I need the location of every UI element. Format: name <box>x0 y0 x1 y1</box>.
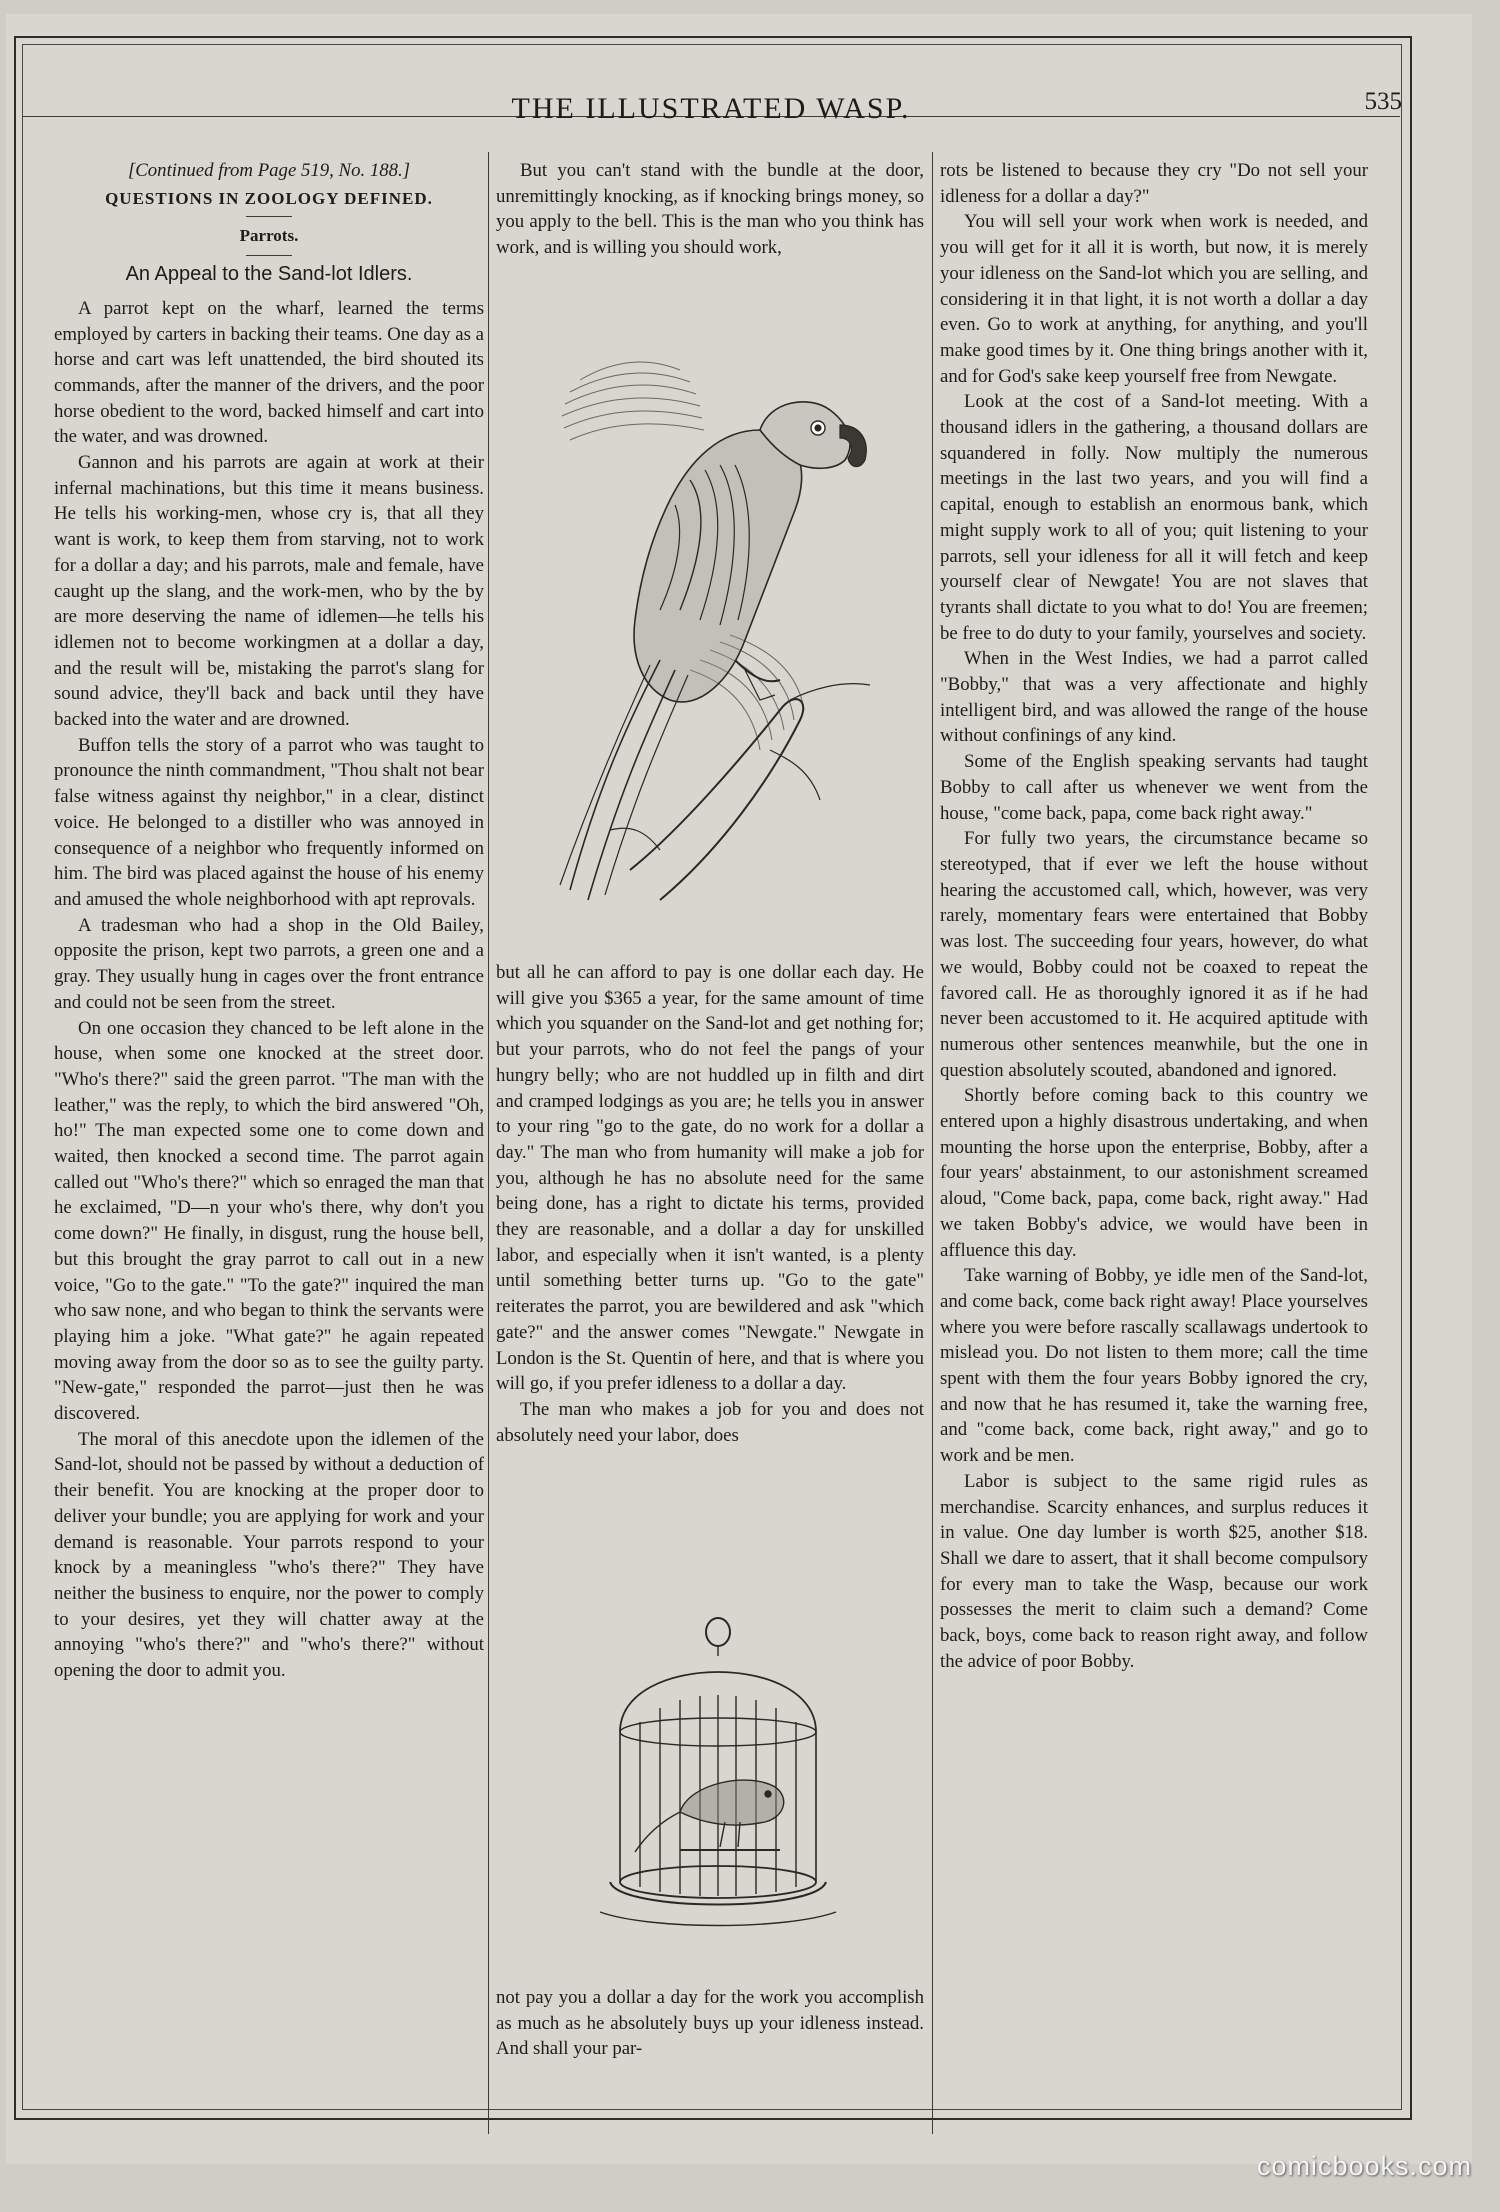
cage-illustration <box>560 1612 860 1942</box>
subheading-rule <box>246 255 292 256</box>
paragraph: For fully two years, the circumstance became so stereotyped, that if ever we left the house without hearing the accustomed call, which, however, was very rarely, momentary fears were entertained that Bobby was lost. The succeeding four years, however, do what we would, Bobby could not be coaxed to repeat the favored call. He as thoroughly ignored it as if he had never been accustomed to it. He acquired aptitude with numerous other sentences meanwhile, but the one in question absolutely scouted, abandoned and ignored. <box>940 828 1368 1081</box>
paragraph: not pay you a dollar a day for the work you accomplish as much as he absolutely buys up your idleness instead. And shall your par- <box>496 1987 924 2060</box>
paragraph: When in the West Indies, we had a parrot called "Bobby," that was a very affectionate and highly intelligent bird, and was allowed the range of the house without confinings of any kind. <box>940 648 1368 747</box>
paragraph: The man who makes a job for you and does not absolutely need your labor, does <box>496 1398 924 1446</box>
parrot-illustration <box>510 330 930 930</box>
column-1 <box>54 158 484 1684</box>
article-subheading: Parrots. <box>239 226 299 246</box>
paragraph: A tradesman who had a shop in the Old Bailey, opposite the prison, kept two parrots, a green one and a gray. They usually hung in cages over the front entrance and could not be seen from the street. <box>54 914 484 1013</box>
column-2-middle <box>496 960 924 1448</box>
paragraph: but all he can afford to pay is one dollar each day. He will give you $365 a year, for the same amount of time which you squander on the Sand-lot and get nothing for; but your parrots, who do not feel the pangs of your hungry belly; who are not huddled up in filth and dirt and cramped lodgings as you are; he tells you in answer to your ring "go to the gate, do no work for a dollar a day." The man who from humanity will make a job for you, although he has no absolute need for the same being done, has a right to dictate his terms, provided they are reasonable, and a dollar a day for unskilled labor, and especially when it isn't wanted, is a plenty until something better turns up. "Go to the gate" reiterates the parrot, you are bewildered and ask "which gate?" and the answer comes "Newgate." Newgate in London is the St. Quentin of here, and that is where you will go, if you prefer idleness to a dollar a day. <box>496 962 924 1395</box>
paragraph: Labor is subject to the same rigid rules as merchandise. Scarcity enhances, and surplus reduces it in value. One day lumber is worth $25, another $18. Shall we dare to assert, that it shall become compulsory for every man to take the Wasp, because our work possesses the merit to claim such a demand? Come back, boys, come back to reason right away, and follow the advice of poor Bobby. <box>940 1470 1368 1672</box>
paragraph: But you can't stand with the bundle at the door, unremittingly knocking, as if knocking brings money, so you apply to the bell. This is the man who you think has work, and is willing you should work, <box>496 160 924 259</box>
page-number: 535 <box>1364 88 1402 115</box>
paragraph: A parrot kept on the wharf, learned the terms employed by carters in backing their teams. One day as a horse and cart was left unattended, the bird shouted its commands, after the manner of the drivers, and the poor horse obedient to the word, backed himself and cart into the water, and was drowned. <box>54 297 484 448</box>
column-rule-1 <box>488 152 489 2134</box>
parrot-in-cage-drawing <box>560 1612 860 1942</box>
paragraph: Gannon and his parrots are again at work at their infernal machinations, but this time it means business. He tells his working-men, whose cry is, that all they want is work, to keep them from starving, not to work for a dollar a day; and his parrots, male and female, have caught up the slang, and the work-men, who by the by are more deserving the name of idlemen—he tells his idlemen not to become workingmen at a dollar a day, and the result will be, mistaking the parrot's slang for sound advice, they'll back and back until they have backed into the water and are drowned. <box>54 452 484 731</box>
column-rule-2 <box>932 152 933 2134</box>
paragraph: Some of the English speaking servants had taught Bobby to call after us whenever we went from the house, "come back, papa, come back right away." <box>940 751 1368 824</box>
paragraph: You will sell your work when work is needed, and you will get for it all it is worth, but now, it is merely your idleness on the Sand-lot which you are selling, and considering it in that light, it is not worth a dollar a day even. Go to work at anything, for anything, and you'll make good times by it. One thing brings another with it, and for God's sake keep yourself free from Newgate. <box>940 211 1368 387</box>
paragraph: On one occasion they chanced to be left alone in the house, when some one knocked at the street door. "Who's there?" said the green parrot. "The man with the leather," was the reply, to which the bird answered "Oh, ho!" The man expected some one to come down and waited, then knocked a second time. The parrot again called out "Who's there?" which so enraged the man that he exclaimed, "D—n your who's there, why don't you come down?" He finally, in disgust, rung the house bell, but this brought the gray parrot to call out in a new voice, "Go to the gate." "To the gate?" inquired the man who saw none, and who began to think the servants were playing him a joke. "What gate?" he again repeated moving away from the door so as to see the guilty party. "New-gate," responded the parrot—just then he was discovered. <box>54 1017 484 1425</box>
column-2-bottom <box>496 1985 924 2062</box>
masthead <box>22 52 1402 125</box>
paragraph: The moral of this anecdote upon the idlemen of the Sand-lot, should not be passed by without a deduction of their benefit. You are knocking at the proper door to deliver your bundle; you are applying for work and your demand is reasonable. Your parrots respond to your knock by a meaningless "who's there?" They have neither the business to enquire, nor the power to comply to your desires, yet they will chatter away at the annoying "who's there?" and "who's there?" without opening the door to admit you. <box>54 1428 484 1682</box>
paragraph: Shortly before coming back to this country we entered upon a highly disastrous undertaking, and when mounting the horse upon the enterprise, Bobby, after a four years' abstainment, to our astonishment screamed aloud, "Come back, papa, come back, right away." Had we taken Bobby's advice, we would have been in affluence this day. <box>940 1085 1368 1261</box>
paragraph: rots be listened to because they cry "Do not sell your idleness for a dollar a day?" <box>940 160 1368 207</box>
paragraph: Take warning of Bobby, ye idle men of the Sand-lot, and come back, come back right away! Place yourselves where you were before rascally scallawags undertook to mislead you. Do not listen to them more; call the time spent with them the four years Bobby ignored the cry, and now that he has resumed it, take the warning free, and "come back, come back, right away," and go to work and be men. <box>940 1265 1368 1467</box>
heading-rule <box>246 216 292 217</box>
article-heading: QUESTIONS IN ZOOLOGY DEFINED. <box>105 188 433 208</box>
publication-title: THE ILLUSTRATED WASP. <box>511 92 911 125</box>
column-2-top <box>496 158 924 261</box>
column-1-body <box>54 296 484 1684</box>
continued-note: [Continued from Page 519, No. 188.] <box>127 160 411 181</box>
parrot-on-branch-drawing <box>510 330 930 930</box>
paragraph: Look at the cost of a Sand-lot meeting. With a thousand idlers in the gathering, a thousand dollars are squandered in folly. Now multiply the numerous meetings in the last two years, and you will find a capital, enough to establish an enormous bank, which might supply work to all of you; quit listening to your parrots, sell your idleness for all it will fetch and keep yourself clear of Newgate! You are not slaves that tyrants shall dictate to you what to do! You are freemen; be free to do duty to your family, yourselves and society. <box>940 391 1368 644</box>
site-watermark: comicbooks.com <box>1256 2151 1472 2181</box>
article-subtitle: An Appeal to the Sand-lot Idlers. <box>125 263 413 286</box>
paragraph: Buffon tells the story of a parrot who was taught to pronounce the ninth commandment, "Thou shalt not bear false witness against thy neighbor," in a clear, distinct voice. He belonged to a distiller who was annoyed in consequence of a neighbor who frequently informed on him. The bird was placed against the house of his enemy and amused the whole neighborhood with apt reprovals. <box>54 734 484 910</box>
column-3 <box>940 158 1368 1674</box>
